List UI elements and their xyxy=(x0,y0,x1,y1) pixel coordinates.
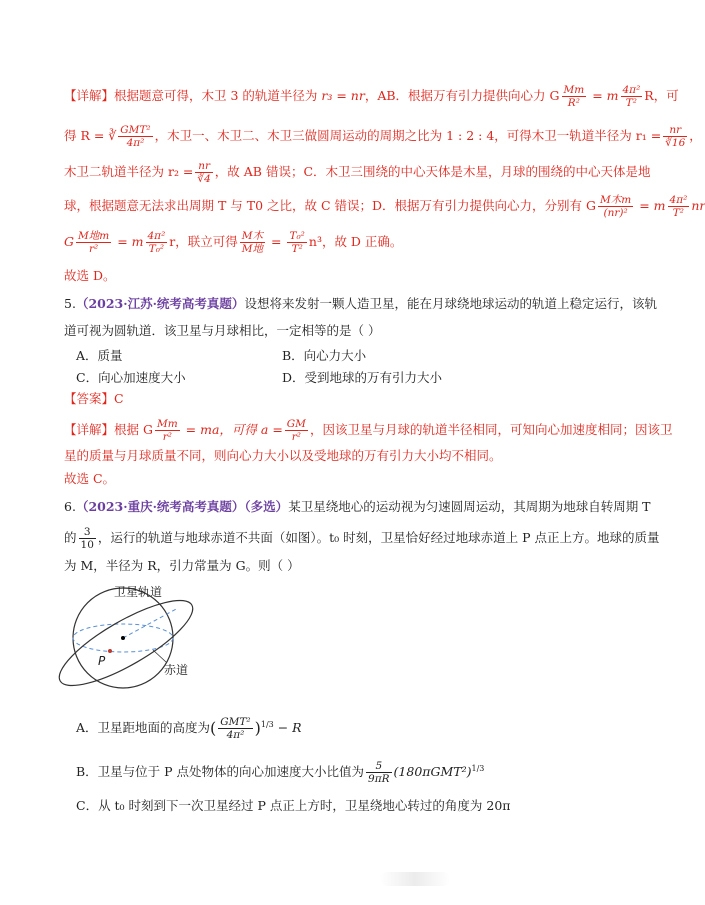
center-dot xyxy=(121,636,125,640)
q5-option-c: C．向心加速度大小 xyxy=(76,370,186,385)
q6-option-c: C．从 t₀ 时刻到下一次卫星经过 P 点正上方时，卫星绕地心转过的角度为 20π xyxy=(76,798,511,813)
q4-solution-line-4: 球，根据题意无法求出周期 T 与 T0 之比，故 C 错误；D．根据万有引力提供向心力，分别有 G $\frac{\text{M木m}}{\text{(nr)²}}$ = m $\frac{\text{4π²}}{\text{T²}}$ nr xyxy=(64,194,705,219)
q5-stem-line-1: 5.（2023·江苏·统考高考真题）设想将来发射一颗人造卫星，能在月球绕地球运动的轨道上稳定运行，该轨 xyxy=(64,296,657,311)
q6-option-a: A．卫星距地面的高度为( $\frac{\text{GMT²}}{\text{4π²}}$ )$^{1/3}$ − R xyxy=(76,716,302,742)
q6-figure xyxy=(60,580,220,700)
q4-solution-line-1: 【详解】根据题意可得，木卫 3 的轨道半径为 r₃ = nr，AB．根据万有引力提供向心力 G $\frac{Mm}{\text{R²}}$ = m $\frac{\text{4π²}}{\text{T²}}$ R，可 xyxy=(64,84,679,109)
q4-solution-line-3: 木卫二轨道半径为 r₂ = $\frac{nr}{∛4}$ ，故 AB 错误；C．木卫三围绕的中心天体是木星，月球的围绕的中心天体是地 xyxy=(64,160,651,185)
q6-stem-line-1: 6.（2023·重庆·统考高考真题）（多选）某卫星绕地心的运动视为匀速圆周运动，其周期为地球自转周期 T xyxy=(64,499,651,514)
q4-solution-line-2: 得 R = ∛ $\frac{\text{GMT²}}{\text{4π²}}$ ，木卫一、木卫二、木卫三做圆周运动的周期之比为 1 : 2 : 4，可得木卫一轨道半径为 r₁ = $\frac{nr}{∛16}$ ， xyxy=(64,124,702,149)
q5-choose: 故选 C。 xyxy=(64,471,116,486)
q5-option-d: D．受到地球的万有引力大小 xyxy=(282,370,443,385)
point-p-label: P xyxy=(98,654,106,668)
watermark-smudge xyxy=(380,872,450,886)
q5-explanation-line-1: 【详解】根据 G $\frac{Mm}{\text{r²}}$ = ma，可得 a = $\frac{GM}{\text{r²}}$ ，因该卫星与月球的轨道半径相同，可知向心加速度相同；因该卫 xyxy=(64,418,673,443)
satellite-orbit xyxy=(49,586,203,700)
q4-choose: 故选 D。 xyxy=(64,268,116,283)
q6-option-b: B．卫星与位于 P 点处物体的向心加速度大小比值为 $\frac{5}{9\pi R}$ $(180\pi GMT^2)^{1/3}$ xyxy=(76,760,485,786)
q5-answer: 【答案】C xyxy=(64,391,124,406)
q6-stem-line-2: 的 $\frac{3}{10}$ ，运行的轨道与地球赤道不共面（如图）。t₀ 时刻，卫星恰好经过地球赤道上 P 点正上方。地球的质量 xyxy=(64,526,660,551)
q4-solution-line-5: G $\frac{\text{M地m}}{\text{r²}}$ = m $\frac{\text{4π²}}{\text{T₀²}}$ r，联立可得 $\frac{\text{M木}}{\text{M地}}$ = $\frac{\text{T₀²}}{\text{T²}}$ n³，故 D 正确。 xyxy=(64,230,403,255)
equator-label-leader xyxy=(153,650,166,662)
q5-stem-line-2: 道可视为圆轨道．该卫星与月球相比，一定相等的是（ ） xyxy=(64,323,381,338)
q5-explanation-line-2: 星的质量与月球质量不同，则向心力大小以及受地球的万有引力大小均不相同。 xyxy=(64,448,502,463)
orbit-label: 卫星轨道 xyxy=(114,585,163,599)
q6-stem-line-3: 为 M，半径为 R，引力常量为 G。则（ ） xyxy=(64,558,300,573)
point-p-dot xyxy=(108,649,112,653)
q5-option-a: A．质量 xyxy=(76,348,123,363)
q5-option-b: B．向心力大小 xyxy=(282,348,367,363)
equator-label: 赤道 xyxy=(164,663,189,677)
